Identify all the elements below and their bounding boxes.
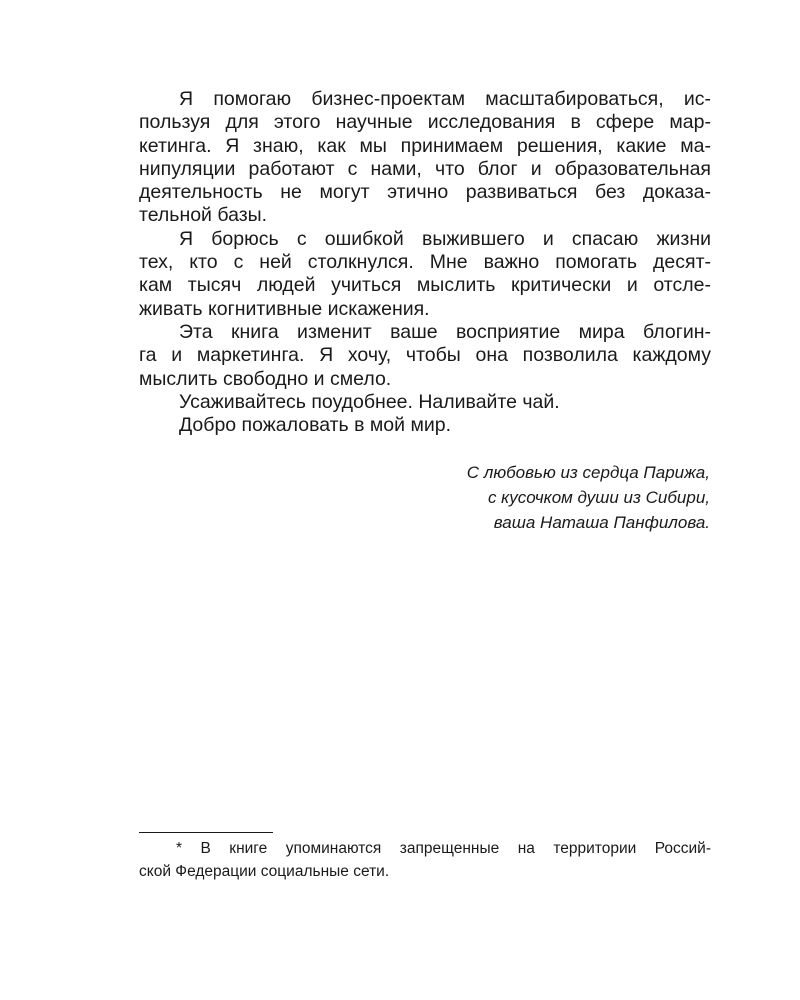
text-line: мыслить свободно и смело. [139, 367, 392, 390]
signature-line: с кусочком души из Сибири, [487, 488, 710, 507]
text-line: тельной базы. [139, 204, 268, 227]
footnote-line: ской Федерации социальные сети. [139, 863, 390, 880]
text-line: деятельность не могут этично развиваться без доказа- [139, 181, 711, 204]
footnote-divider [139, 832, 273, 833]
text-line: кетинга. Я знаю, как мы принимаем решения, какие ма- [139, 134, 711, 157]
signature-line: ваша Наташа Панфилова. [493, 513, 710, 532]
main-text [139, 88, 711, 437]
text-line: нипуляции работают с нами, что блог и образовательная [139, 157, 711, 180]
text-line: Я борюсь с ошибкой выжившего и спасаю жизни [179, 227, 711, 250]
text-line: Добро пожаловать в мой мир. [179, 414, 452, 437]
text-line: Эта книга изменит ваше восприятие мира блогин- [179, 320, 711, 343]
text-line: живать когнитивные искажения. [139, 297, 430, 320]
text-line: Усаживайтесь поудобнее. Наливайте чай. [179, 390, 560, 413]
paragraph [139, 88, 711, 228]
text-line: пользуя для этого научные исследования в сфере мар- [139, 111, 711, 134]
footnote-line: * В книге упоминаются запрещенные на территории Россий- [176, 840, 711, 857]
paragraph [139, 414, 711, 437]
paragraph [139, 321, 711, 391]
paragraph [139, 228, 711, 321]
text-line: тех, кто с ней столкнулся. Мне важно помогать десят- [139, 251, 711, 274]
signature-line: С любовью из сердца Парижа, [466, 463, 710, 482]
text-line: га и маркетинга. Я хочу, чтобы она позволила каждому [139, 344, 711, 367]
author-signature [467, 460, 710, 535]
footnote [139, 837, 711, 883]
text-line: кам тысяч людей учиться мыслить критически и отсле- [139, 274, 711, 297]
paragraph [139, 391, 711, 414]
text-line: Я помогаю бизнес-проектам масштабироваться, ис- [179, 88, 711, 110]
